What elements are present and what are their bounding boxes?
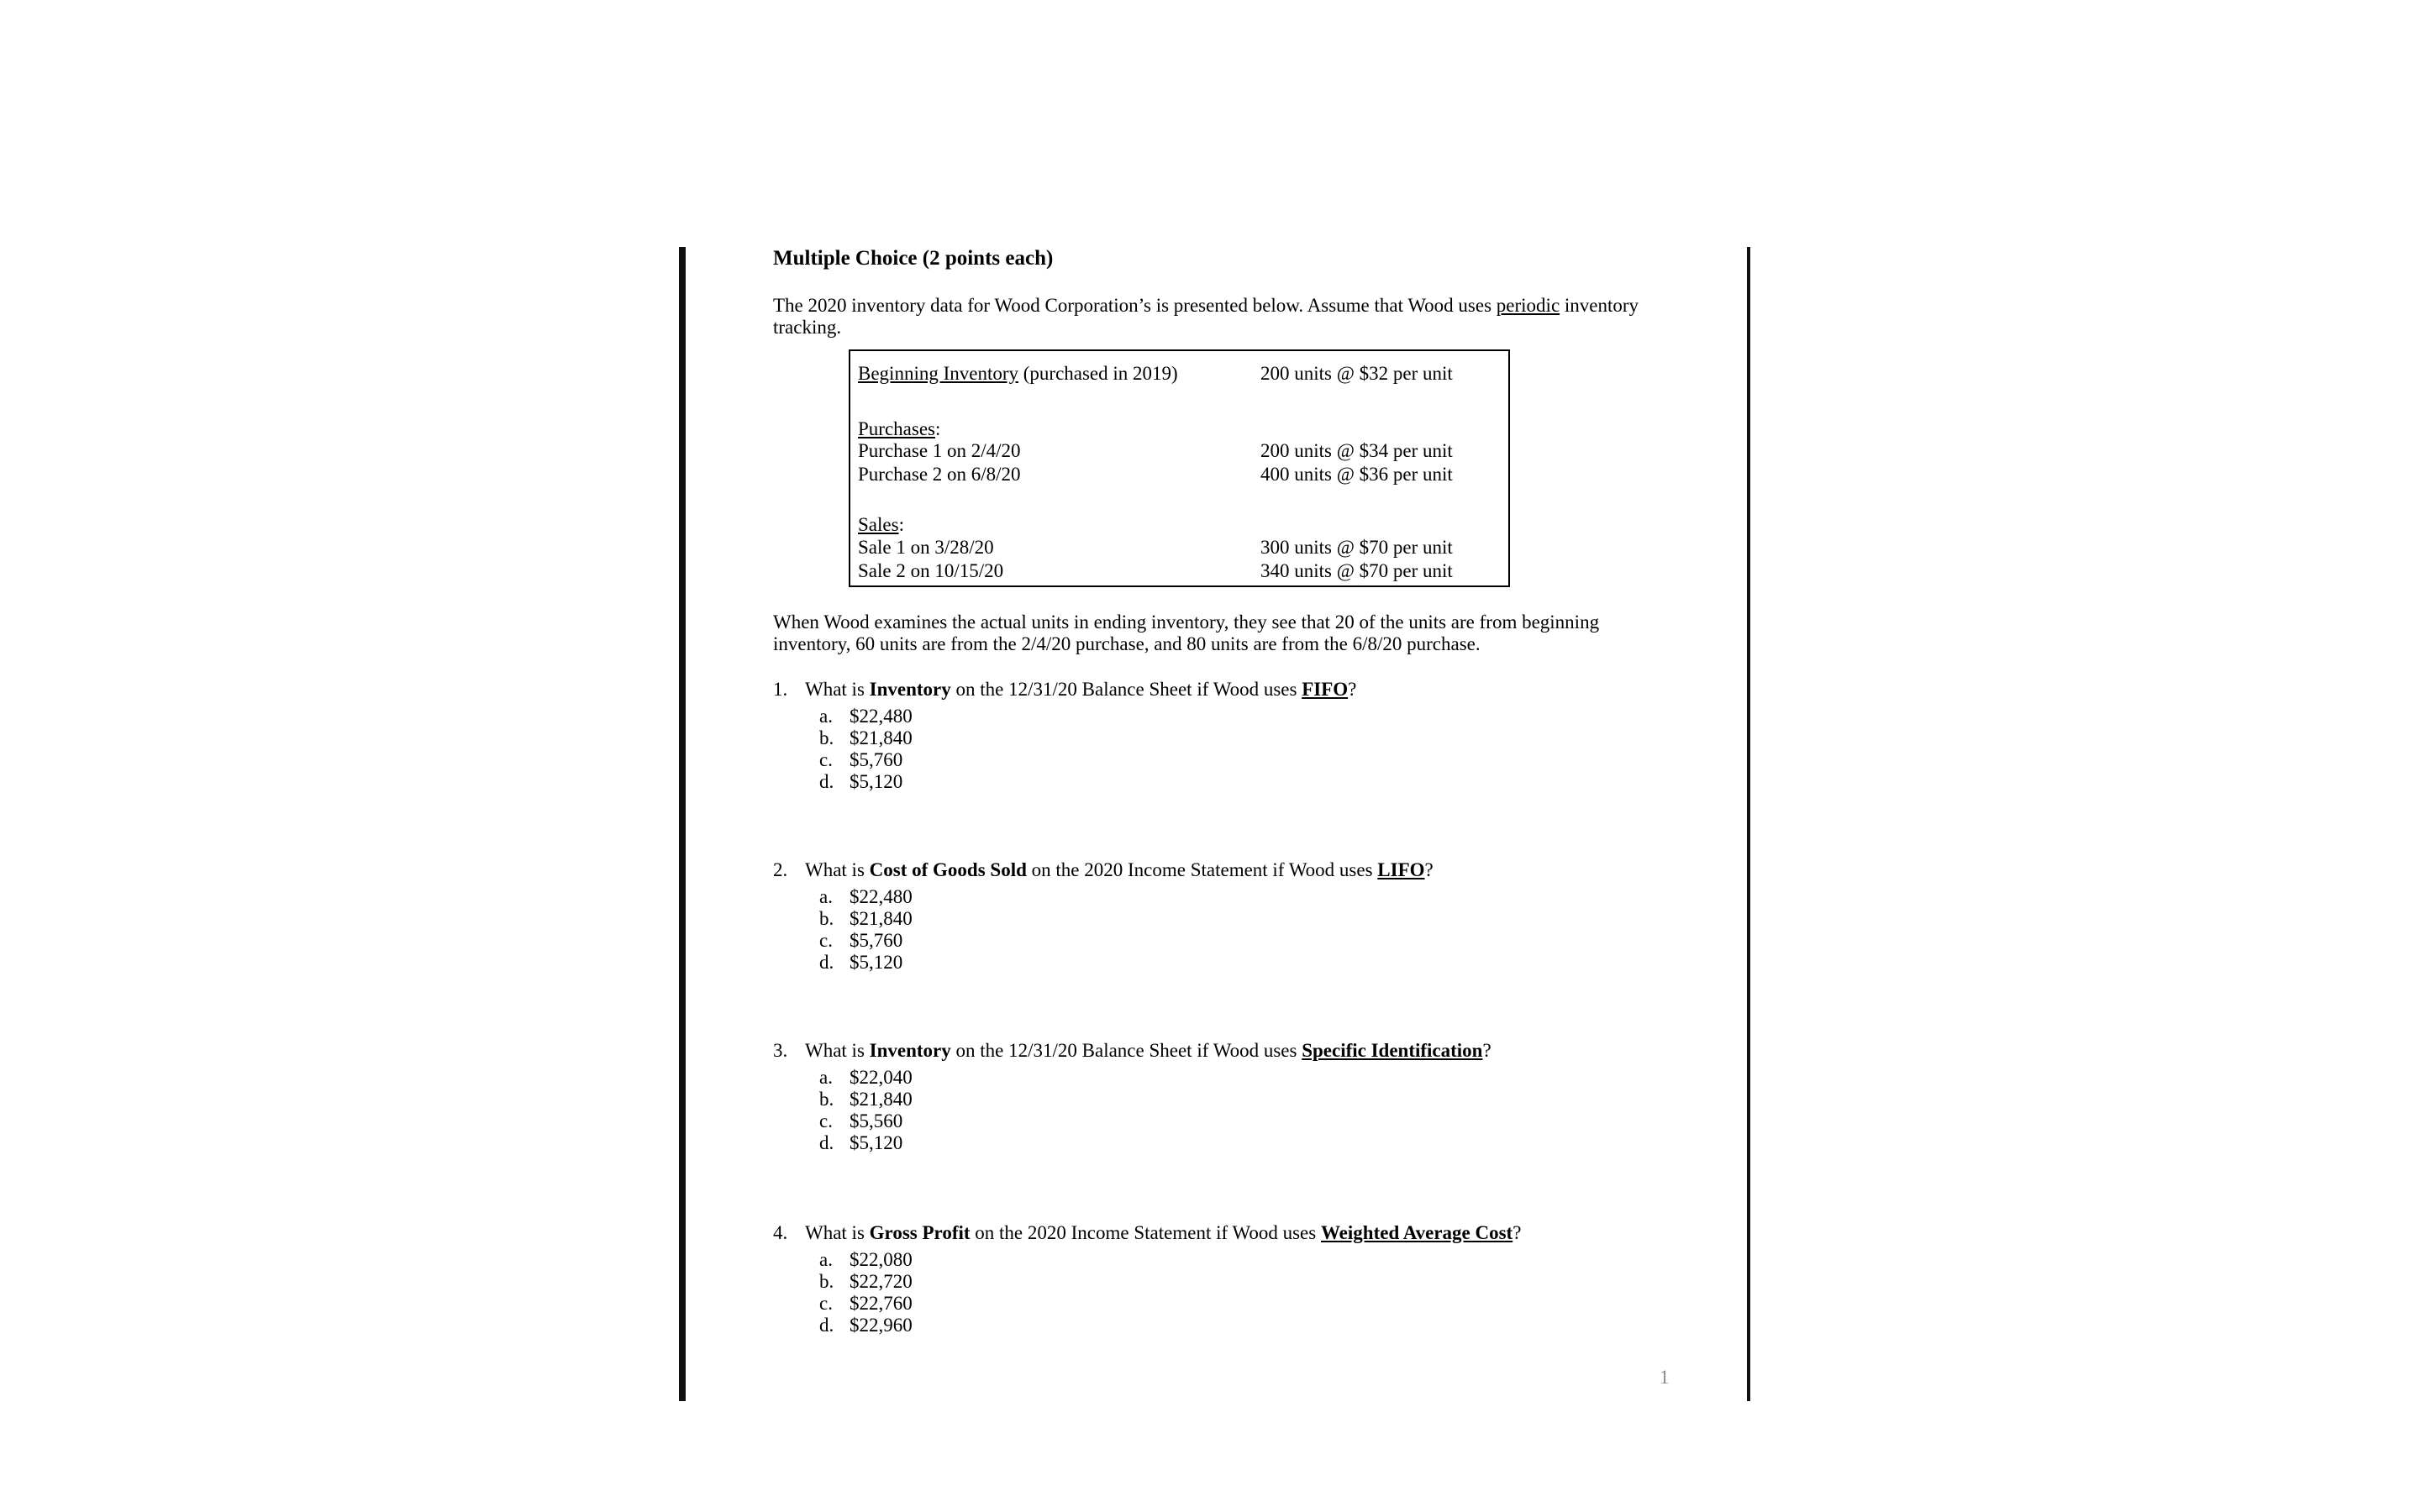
left-margin-bar [679, 247, 686, 1401]
question-text-pre: What is [805, 1040, 870, 1061]
question-text-mid: on the 12/31/20 Balance Sheet if Wood uses [950, 679, 1302, 700]
option-text: $22,760 [850, 1293, 913, 1314]
question-4 [773, 1222, 1521, 1244]
intro-text-post: inventory tracking. [773, 295, 1639, 338]
sale-1-label: Sale 1 on 3/28/20 [858, 537, 994, 558]
question-subject: Gross Profit [869, 1222, 971, 1243]
option-a[interactable] [819, 706, 913, 727]
option-b[interactable] [819, 1089, 913, 1110]
question-subject: Cost of Goods Sold [869, 859, 1027, 880]
option-text: $21,840 [850, 908, 913, 929]
question-method: LIFO [1377, 859, 1425, 880]
option-b[interactable] [819, 1271, 913, 1293]
option-d[interactable] [819, 771, 913, 793]
option-text: $5,120 [850, 771, 903, 792]
option-text: $5,760 [850, 749, 903, 770]
purchases-header [858, 418, 940, 440]
question-1-options [819, 706, 913, 793]
option-letter: d. [819, 1315, 834, 1336]
option-text: $22,720 [850, 1271, 913, 1292]
intro-text-pre: The 2020 inventory data for Wood Corporation’s is presented below. Assume that Wood uses [773, 295, 1497, 316]
examination-paragraph: When Wood examines the actual units in ending inventory, they see that 20 of the units are from beginning inventory, 60 units are from the 2/4/20 purchase, and 80 units are from the 6/8/20 purchase. [773, 612, 1600, 654]
question-text-mid: on the 2020 Income Statement if Wood uses [1026, 859, 1378, 880]
option-letter: a. [819, 1067, 833, 1088]
purchases-header-colon: : [934, 418, 941, 439]
question-number: 2. [773, 859, 788, 880]
option-text: $22,480 [850, 706, 913, 727]
sale-1-value: 300 units @ $70 per unit [1260, 537, 1453, 558]
question-text-end: ? [1424, 859, 1434, 880]
sale-2-value: 340 units @ $70 per unit [1260, 560, 1453, 581]
question-text-end: ? [1482, 1040, 1491, 1061]
question-text-pre: What is [805, 1222, 870, 1243]
question-method: Weighted Average Cost [1320, 1222, 1513, 1243]
sales-header-text: Sales [858, 514, 899, 535]
option-text: $21,840 [850, 1089, 913, 1110]
option-letter: c. [819, 1293, 833, 1314]
option-letter: c. [819, 930, 833, 951]
option-letter: c. [819, 749, 833, 770]
option-a[interactable] [819, 1067, 913, 1089]
option-text: $5,760 [850, 930, 903, 951]
question-method: Specific Identification [1302, 1040, 1483, 1061]
option-letter: b. [819, 908, 834, 929]
right-margin-bar [1747, 247, 1750, 1401]
purchase-1-value: 200 units @ $34 per unit [1260, 440, 1453, 461]
option-a[interactable] [819, 1249, 913, 1271]
option-letter: a. [819, 1249, 833, 1270]
intro-text-underlined: periodic [1496, 295, 1560, 316]
question-3-options [819, 1067, 913, 1154]
purchases-header-text: Purchases [858, 418, 935, 439]
option-c[interactable] [819, 1110, 913, 1132]
option-b[interactable] [819, 908, 913, 930]
question-1 [773, 679, 1356, 701]
beginning-inventory-title: Beginning Inventory [858, 363, 1018, 384]
question-number: 3. [773, 1040, 788, 1061]
option-text: $5,560 [850, 1110, 903, 1131]
option-letter: d. [819, 952, 834, 973]
option-text: $22,080 [850, 1249, 913, 1270]
purchase-1-label: Purchase 1 on 2/4/20 [858, 440, 1021, 461]
sales-header-colon: : [898, 514, 904, 535]
option-a[interactable] [819, 886, 913, 908]
question-text-mid: on the 2020 Income Statement if Wood uses [970, 1222, 1321, 1243]
question-3 [773, 1040, 1491, 1062]
question-text-pre: What is [805, 679, 870, 700]
question-number: 1. [773, 679, 788, 700]
question-text-pre: What is [805, 859, 870, 880]
sale-2-label: Sale 2 on 10/15/20 [858, 560, 1004, 581]
option-text: $22,960 [850, 1315, 913, 1336]
intro-paragraph [773, 295, 1655, 339]
option-letter: b. [819, 1271, 834, 1292]
option-text: $22,040 [850, 1067, 913, 1088]
option-c[interactable] [819, 749, 913, 771]
option-d[interactable] [819, 1132, 913, 1154]
option-text: $5,120 [850, 952, 903, 973]
option-letter: b. [819, 727, 834, 748]
option-b[interactable] [819, 727, 913, 749]
beginning-inventory-value: 200 units @ $32 per unit [1260, 363, 1453, 384]
question-subject: Inventory [869, 1040, 951, 1061]
purchase-2-value: 400 units @ $36 per unit [1260, 464, 1453, 485]
beginning-inventory-label [858, 363, 1178, 385]
option-d[interactable] [819, 952, 913, 974]
option-text: $5,120 [850, 1132, 903, 1153]
question-text-mid: on the 12/31/20 Balance Sheet if Wood uses [950, 1040, 1302, 1061]
question-subject: Inventory [869, 679, 951, 700]
beginning-inventory-note: (purchased in 2019) [1018, 363, 1178, 384]
option-c[interactable] [819, 930, 913, 952]
option-letter: a. [819, 886, 833, 907]
question-4-options [819, 1249, 913, 1336]
section-heading: Multiple Choice (2 points each) [773, 247, 1054, 270]
question-text-end: ? [1512, 1222, 1522, 1243]
question-2 [773, 859, 1434, 881]
question-2-options [819, 886, 913, 974]
question-method: FIFO [1302, 679, 1349, 700]
option-letter: b. [819, 1089, 834, 1110]
purchase-2-label: Purchase 2 on 6/8/20 [858, 464, 1021, 485]
option-letter: d. [819, 771, 834, 792]
option-text: $22,480 [850, 886, 913, 907]
option-c[interactable] [819, 1293, 913, 1315]
option-d[interactable] [819, 1315, 913, 1336]
page-number: 1 [1660, 1367, 1670, 1388]
option-letter: a. [819, 706, 833, 727]
option-letter: c. [819, 1110, 833, 1131]
question-text-end: ? [1348, 679, 1357, 700]
question-number: 4. [773, 1222, 788, 1243]
option-letter: d. [819, 1132, 834, 1153]
sales-header [858, 514, 904, 536]
option-text: $21,840 [850, 727, 913, 748]
